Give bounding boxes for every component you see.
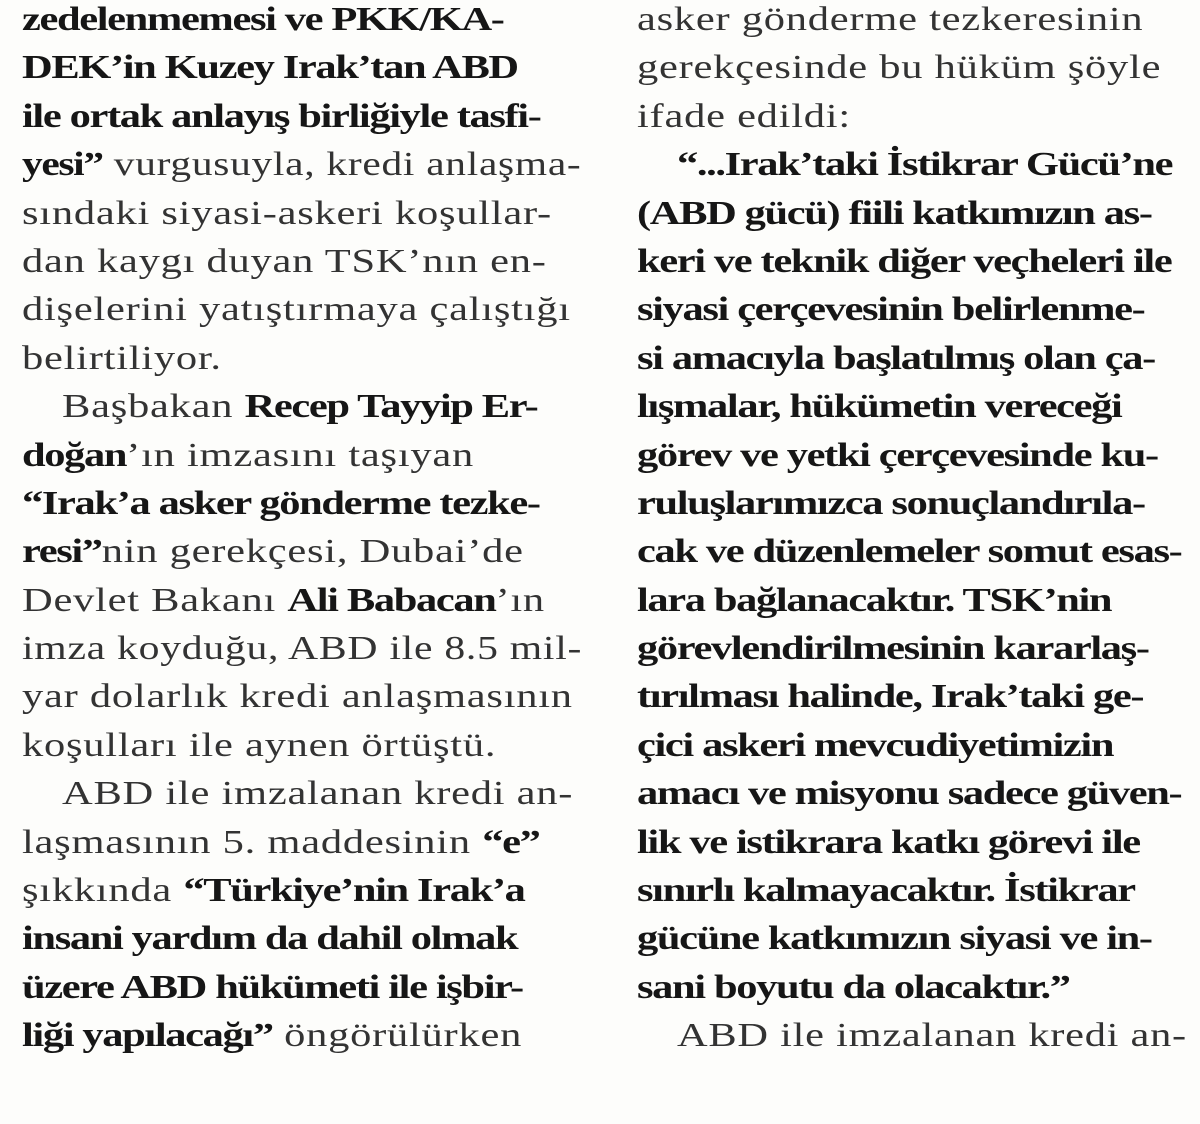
text-line: [637, 915, 1187, 963]
bold-text-segment: amacı ve misyonu sadece güven-: [637, 775, 1182, 813]
text-line: [637, 335, 1187, 383]
line-fit-wrapper: [637, 625, 1149, 673]
regular-text-segment: yar dolarlık kredi anlaşmasının: [22, 678, 573, 716]
bold-text-segment: Ali Babacan: [287, 581, 496, 619]
left-column: [22, 0, 582, 1061]
bold-text-segment: ruluşlarımızca sonuçlandırıla-: [637, 484, 1145, 522]
text-line: [637, 673, 1187, 721]
regular-text-segment: Başbakan: [62, 388, 245, 426]
text-line: [22, 577, 582, 625]
line-fit-wrapper: [22, 286, 571, 334]
regular-text-segment: dişelerini yatıştırmaya çalıştığı: [22, 291, 571, 329]
line-fit-wrapper: [22, 335, 222, 383]
line-fit-wrapper: [62, 770, 573, 818]
line-fit-wrapper: [637, 0, 1143, 44]
line-fit-wrapper: [22, 432, 474, 480]
text-line: [22, 0, 582, 44]
text-line: [22, 190, 582, 238]
bold-text-segment: lara bağlanacaktır. TSK’nin: [637, 581, 1112, 619]
bold-text-segment: “Irak’a asker gönderme tezke-: [22, 484, 540, 522]
regular-text-segment: ’ın imzasını taşıyan: [126, 436, 475, 474]
bold-text-segment: siyasi çerçevesinin belirlenme-: [637, 291, 1145, 329]
text-line: [22, 915, 582, 963]
text-line: [637, 190, 1187, 238]
text-line: [22, 383, 582, 431]
text-line: [637, 964, 1187, 1012]
line-fit-wrapper: [637, 673, 1143, 721]
text-line: [637, 1012, 1187, 1060]
bold-text-segment: çici askeri mevcudiyetimizin: [637, 726, 1114, 764]
text-line: [22, 867, 582, 915]
bold-text-segment: “...Irak’taki İstikrar Gücü’ne: [677, 146, 1173, 184]
line-fit-wrapper: [637, 238, 1171, 286]
regular-text-segment: koşulları ile aynen örtüştü.: [22, 726, 497, 764]
bold-text-segment: si amacıyla başlatılmış olan ça-: [637, 339, 1155, 377]
regular-text-segment: şıkkında: [22, 872, 184, 910]
line-fit-wrapper: [22, 93, 541, 141]
bold-text-segment: DEK’in Kuzey Irak’tan ABD: [22, 49, 518, 87]
line-fit-wrapper: [637, 964, 1070, 1012]
line-fit-wrapper: [637, 722, 1113, 770]
text-line: [22, 1012, 582, 1060]
bold-text-segment: keri ve teknik diğer veçheleri ile: [637, 242, 1172, 280]
text-line: [637, 383, 1187, 431]
text-line: [637, 480, 1187, 528]
text-line: [637, 819, 1187, 867]
line-fit-wrapper: [22, 964, 523, 1012]
line-fit-wrapper: [22, 577, 545, 625]
line-fit-wrapper: [677, 141, 1172, 189]
text-line: [637, 625, 1187, 673]
text-line: [637, 238, 1187, 286]
line-fit-wrapper: [637, 819, 1140, 867]
bold-text-segment: tırılması halinde, Irak’taki ge-: [637, 678, 1144, 716]
line-fit-wrapper: [637, 190, 1152, 238]
text-line: [637, 141, 1187, 189]
text-line: [637, 867, 1187, 915]
text-line: [22, 286, 582, 334]
bold-text-segment: cak ve düzenlemeler somut esas-: [637, 533, 1182, 571]
line-fit-wrapper: [22, 722, 496, 770]
line-fit-wrapper: [22, 867, 525, 915]
regular-text-segment: ’ın: [495, 581, 545, 619]
line-fit-wrapper: [637, 867, 1135, 915]
text-line: [22, 528, 582, 576]
text-line: [22, 625, 582, 673]
line-fit-wrapper: [22, 819, 539, 867]
regular-text-segment: sındaki siyasi-askeri koşullar-: [22, 194, 552, 232]
line-fit-wrapper: [22, 480, 540, 528]
line-fit-wrapper: [22, 238, 547, 286]
text-line: [22, 480, 582, 528]
line-fit-wrapper: [637, 577, 1111, 625]
regular-text-segment: Devlet Bakanı: [22, 581, 288, 619]
line-fit-wrapper: [22, 528, 524, 576]
text-line: [637, 0, 1187, 44]
text-line: [22, 819, 582, 867]
bold-text-segment: görevlendirilmesinin kararlaş-: [637, 630, 1149, 668]
line-fit-wrapper: [22, 625, 582, 673]
line-fit-wrapper: [637, 93, 851, 141]
regular-text-segment: laşmasının 5. maddesinin: [22, 823, 483, 861]
line-fit-wrapper: [22, 0, 504, 44]
bold-text-segment: üzere ABD hükümeti ile işbir-: [22, 968, 523, 1006]
line-fit-wrapper: [637, 915, 1152, 963]
text-line: [637, 286, 1187, 334]
line-fit-wrapper: [22, 915, 517, 963]
regular-text-segment: ABD ile imzalanan kredi an-: [677, 1017, 1187, 1055]
bold-text-segment: gücüne katkımızın siyasi ve in-: [637, 920, 1152, 958]
line-fit-wrapper: [22, 673, 573, 721]
regular-text-segment: gerekçesinde bu hüküm şöyle: [637, 49, 1162, 87]
bold-text-segment: sınırlı kalmayacaktır. İstikrar: [637, 872, 1135, 910]
bold-text-segment: ile ortak anlayış birliğiyle tasfi-: [22, 97, 541, 135]
line-fit-wrapper: [637, 480, 1145, 528]
text-line: [637, 577, 1187, 625]
regular-text-segment: dan kaygı duyan TSK’nın en-: [22, 242, 547, 280]
text-line: [22, 964, 582, 1012]
text-line: [637, 722, 1187, 770]
line-fit-wrapper: [637, 770, 1181, 818]
column-gutter: [600, 0, 620, 1124]
text-line: [637, 93, 1187, 141]
text-line: [637, 528, 1187, 576]
text-line: [22, 44, 582, 92]
regular-text-segment: ifade edildi:: [637, 97, 851, 135]
text-line: [22, 335, 582, 383]
text-line: [637, 770, 1187, 818]
bold-text-segment: sani boyutu da olacaktır.”: [637, 968, 1070, 1006]
text-line: [22, 93, 582, 141]
regular-text-segment: nin gerekçesi, Dubai’de: [101, 533, 524, 571]
bold-text-segment: (ABD gücü) fiili katkımızın as-: [637, 194, 1152, 232]
regular-text-segment: öngörülürken: [272, 1017, 523, 1055]
bold-text-segment: lik ve istikrara katkı görevi ile: [637, 823, 1140, 861]
bold-text-segment: lışmalar, hükümetin vereceği: [637, 388, 1122, 426]
regular-text-segment: imza koyduğu, ABD ile 8.5 mil-: [22, 630, 582, 668]
text-line: [22, 722, 582, 770]
text-line: [22, 770, 582, 818]
line-fit-wrapper: [22, 190, 552, 238]
bold-text-segment: Recep Tayyip Er-: [244, 388, 538, 426]
text-line: [22, 432, 582, 480]
text-line: [22, 238, 582, 286]
line-fit-wrapper: [637, 528, 1181, 576]
text-line: [637, 432, 1187, 480]
line-fit-wrapper: [637, 44, 1161, 92]
regular-text-segment: vurgusuyla, kredi anlaşma-: [102, 146, 582, 184]
bold-text-segment: liği yapılacağı”: [22, 1017, 273, 1055]
bold-text-segment: insani yardım da dahil olmak: [22, 920, 518, 958]
bold-text-segment: “Türkiye’nin Irak’a: [183, 872, 525, 910]
bold-text-segment: yesi”: [22, 146, 103, 184]
line-fit-wrapper: [22, 44, 518, 92]
text-line: [22, 673, 582, 721]
bold-text-segment: zedelenmemesi ve PKK/KA-: [22, 1, 504, 38]
right-column: [637, 0, 1187, 1061]
line-fit-wrapper: [677, 1012, 1187, 1060]
bold-text-segment: resi”: [22, 533, 102, 571]
bold-text-segment: doğan: [22, 436, 127, 474]
line-fit-wrapper: [62, 383, 537, 431]
line-fit-wrapper: [637, 335, 1155, 383]
line-fit-wrapper: [22, 141, 581, 189]
line-fit-wrapper: [637, 432, 1158, 480]
text-line: [22, 141, 582, 189]
bold-text-segment: görev ve yetki çerçevesinde ku-: [637, 436, 1158, 474]
regular-text-segment: belirtiliyor.: [22, 339, 222, 377]
line-fit-wrapper: [22, 1012, 522, 1060]
regular-text-segment: ABD ile imzalanan kredi an-: [62, 775, 574, 813]
line-fit-wrapper: [637, 383, 1121, 431]
bold-text-segment: “e”: [482, 823, 540, 861]
line-fit-wrapper: [637, 286, 1144, 334]
text-line: [637, 44, 1187, 92]
regular-text-segment: asker gönderme tezkeresinin: [637, 1, 1144, 38]
